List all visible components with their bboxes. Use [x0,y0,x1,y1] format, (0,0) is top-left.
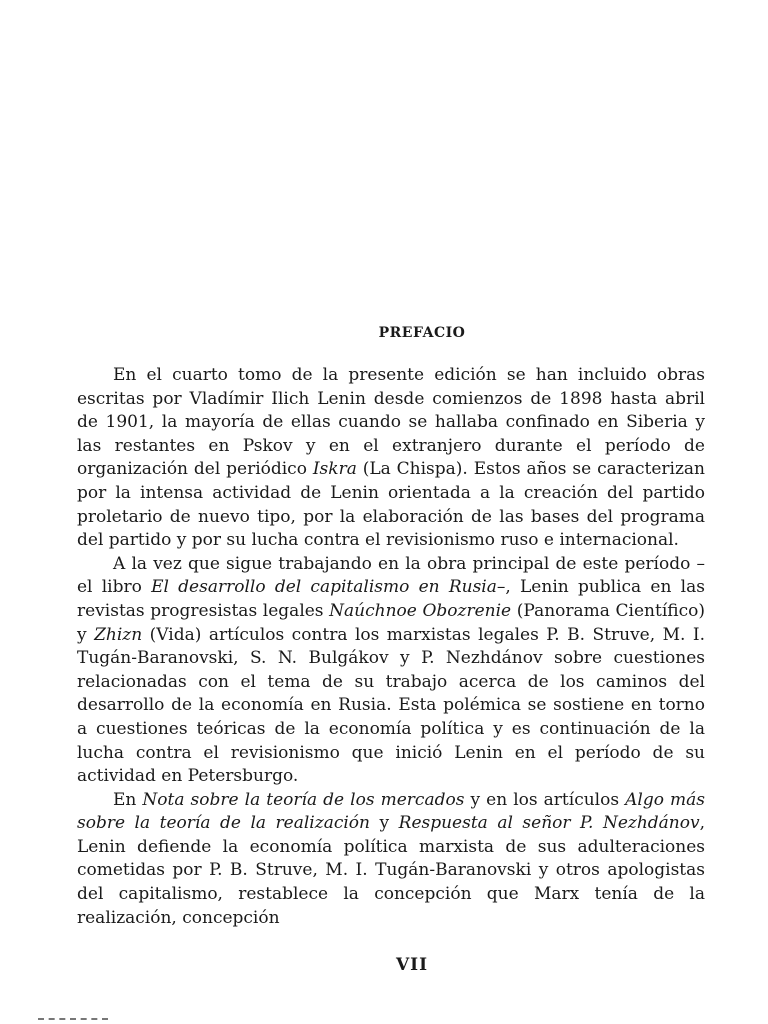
text-run: –, Lenin publica en las revistas progresistas legales [77,577,705,621]
section-heading: PREFACIO [378,325,466,341]
italic-title: Nota sobre la teoría de los mercados [142,789,465,810]
text-run: A la vez que sigue trabajando en la obra principal de este período –el libro [77,553,705,598]
text-run: y en los artículos [464,789,626,810]
scan-artifact-mark [38,1018,108,1024]
italic-title: Algo más sobre la teoría de la realización [77,789,705,834]
text-run: , Lenin defiende la economía política marxista de sus adulteraciones cometidas por P. B. Struve, M. I. Tugán-Baranovski y otros apologistas del capitalismo, restablece la concepción que Marx tenía de la realización, concepción [77,813,706,928]
text-run: En el cuarto tomo de la presente edición se han incluido obras escritas por Vladímir Ilich Lenin desde comienzos de 1898 hasta abril de 1901, la mayoría de ellas cuando se hallaba confinado en Siberia y las restantes en Pskov y en el extranjero durante el período de organización del periódico [77,365,705,480]
text-run: (Vida) artículos contra los marxistas legales P. B. Struve, M. I. Tugán-Baranovski, S. N. Bulgákov y P. Nezhdánov sobre cuestiones relacionadas con el tema de su trabajo acerca de los caminos del desarrollo de la economía en Rusia. Esta polémica se sostiene en torno a cuestiones teóricas de la economía política y es continuación de la lucha contra el revisionismo que inició Lenin en el período de su actividad en Petersburgo. [77,624,705,787]
page-number: VII [395,955,429,975]
text-run: (La Chispa). Estos años se caracterizan por la intensa actividad de Lenin orientada a la creación del partido proletario de nuevo tipo, por la elaboración de las bases del programa del partido y por su lucha contra el revisionismo ruso e internacional. [77,459,706,551]
body-text [77,364,705,930]
text-run: (Panorama Científico) y [77,600,705,645]
italic-title: Zhizn [94,624,143,645]
paragraph-3 [77,789,705,931]
text-run: y [369,813,399,834]
italic-title: El desarrollo del capitalismo en Rusia [151,577,497,598]
italic-title: Respuesta al señor P. Nezhdánov [398,813,700,834]
paragraph-1 [77,364,705,553]
italic-title: Iskra [312,459,357,480]
text-run: En [113,789,143,810]
italic-title: Naúchnoe Obozrenie [329,600,512,621]
paragraph-2 [77,553,705,789]
